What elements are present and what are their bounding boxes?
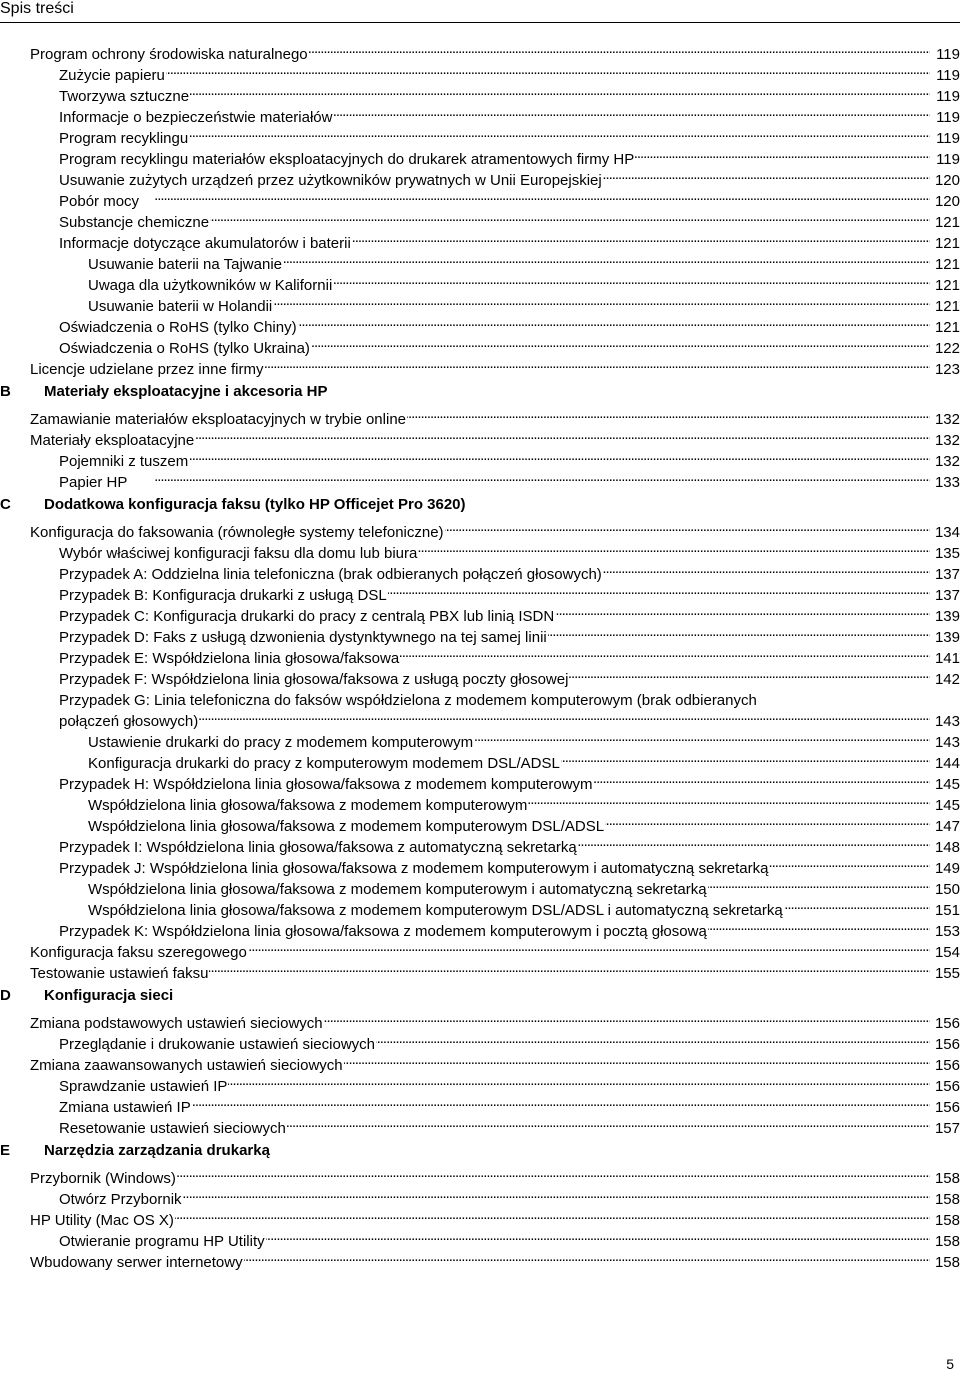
toc-entry-label: Przypadek H: Współdzielona linia głosowa/faksowa z modemem komputerowym [59, 776, 593, 793]
toc-entry[interactable] [0, 1070, 960, 1095]
toc-entry[interactable] [0, 1049, 960, 1074]
toc-page-number: 137 [934, 587, 960, 604]
dot-leader [183, 1183, 930, 1204]
toc-entry[interactable] [0, 1204, 960, 1229]
toc-chapter-heading[interactable] [0, 1140, 960, 1162]
dot-leader [273, 290, 930, 311]
toc-entry[interactable] [0, 957, 960, 982]
toc-page-number: 119 [936, 88, 960, 105]
toc-page-number: 150 [934, 881, 960, 898]
dot-leader [228, 1070, 930, 1091]
toc-page-number: 155 [934, 965, 960, 982]
toc-entry[interactable] [0, 80, 960, 105]
toc-page-number: 142 [934, 671, 960, 688]
dot-leader [555, 600, 930, 621]
toc-page-number: 121 [934, 277, 960, 294]
dot-leader [333, 101, 930, 122]
dot-leader [244, 1246, 930, 1267]
toc-page-number: 143 [934, 734, 960, 751]
dot-leader [189, 122, 930, 143]
toc-page-number: 141 [934, 650, 960, 667]
dot-leader [298, 311, 930, 332]
toc-entry-label: Pobór mocy [59, 193, 140, 210]
toc-entry[interactable] [0, 311, 960, 336]
toc-entry[interactable] [0, 164, 960, 189]
toc-entry-label: Otwieranie programu HP Utility [59, 1233, 265, 1250]
toc-page-number: 156 [934, 1036, 960, 1053]
toc-entry-label: Przypadek A: Oddzielna linia telefoniczna (brak odbieranych połączeń głosowych) [59, 566, 602, 583]
dot-leader [603, 558, 930, 579]
toc-page-number: 158 [934, 1191, 960, 1208]
dot-leader [635, 143, 930, 164]
toc-entry-label: Zmiana ustawień IP [59, 1099, 191, 1116]
toc-entry[interactable] [0, 915, 960, 940]
toc-entry[interactable] [0, 894, 960, 919]
toc-entry[interactable] [0, 684, 960, 709]
dot-leader [189, 445, 930, 466]
toc-entry-label: Informacje dotyczące akumulatorów i baterii [59, 235, 351, 252]
toc-page-number: 147 [934, 818, 960, 835]
toc-page-number: 119 [936, 151, 960, 168]
toc-entry-label: Przybornik (Windows) [30, 1170, 176, 1187]
dot-leader [199, 705, 930, 726]
toc-entry[interactable] [0, 1028, 960, 1053]
toc-entry[interactable] [0, 810, 960, 835]
toc-entry-label: Substancje chemiczne [59, 214, 210, 231]
toc-page-number: 148 [934, 839, 960, 856]
toc-entry[interactable] [0, 38, 960, 63]
toc-entry-label: Tworzywa sztuczne [59, 88, 190, 105]
toc-entry-label: połączeń głosowych) [59, 713, 199, 730]
toc-entry[interactable] [0, 353, 960, 378]
toc-entry[interactable] [0, 206, 960, 231]
toc-entry[interactable] [0, 747, 960, 772]
dot-leader [352, 227, 930, 248]
dot-leader [769, 852, 930, 873]
dot-leader [210, 206, 930, 227]
toc-entry-label: HP Utility (Mac OS X) [30, 1212, 174, 1229]
toc-entry[interactable] [0, 1246, 960, 1271]
toc-entry[interactable] [0, 873, 960, 898]
toc-page-number: 153 [934, 923, 960, 940]
dot-leader [283, 248, 930, 269]
chapter-letter: E [0, 1142, 11, 1159]
toc-entry-label: Przypadek I: Współdzielona linia głosowa/faksowa z automatyczną sekretarką [59, 839, 577, 856]
toc-chapter-heading[interactable] [0, 494, 960, 516]
toc-entry-label: Przypadek E: Współdzielona linia głosowa/faksowa [59, 650, 400, 667]
toc-page-number: 158 [934, 1233, 960, 1250]
dot-leader [248, 936, 930, 957]
toc-page-number: 119 [936, 67, 960, 84]
toc-entry[interactable] [0, 332, 960, 357]
toc-page-number: 158 [934, 1212, 960, 1229]
chapter-letter: D [0, 987, 11, 1004]
dot-leader [418, 537, 930, 558]
toc-entry-label: Program ochrony środowiska naturalnego [30, 46, 308, 63]
toc-entry-label: Ustawienie drukarki do pracy z modemem komputerowym [88, 734, 474, 751]
toc-entry[interactable] [0, 831, 960, 856]
toc-entry-label: Program recyklingu materiałów eksploatacyjnych do drukarek atramentowych firmy HP [59, 151, 635, 168]
toc-page-number: 123 [934, 361, 960, 378]
toc-entry[interactable] [0, 403, 960, 428]
toc-page-number: 132 [934, 453, 960, 470]
toc-entry[interactable] [0, 101, 960, 126]
toc-entry[interactable] [0, 248, 960, 273]
toc-entry[interactable] [0, 558, 960, 583]
toc-page-number: 121 [934, 298, 960, 315]
toc-entry-label: Uwaga dla użytkowników w Kalifornii [88, 277, 333, 294]
dot-leader [177, 1162, 930, 1183]
toc-page-number: 122 [934, 340, 960, 357]
toc-entry-label: Otwórz Przybornik [59, 1191, 182, 1208]
dot-leader [528, 789, 930, 810]
toc-entry[interactable] [0, 726, 960, 751]
toc-page-number: 121 [934, 214, 960, 231]
toc-page-number: 145 [934, 797, 960, 814]
table-of-contents [0, 38, 960, 1271]
toc-entry[interactable] [0, 579, 960, 604]
toc-entry[interactable] [0, 122, 960, 147]
toc-entry-label: Papier HP [59, 474, 128, 491]
toc-page-number: 156 [934, 1015, 960, 1032]
toc-page-number: 121 [934, 256, 960, 273]
dot-leader [324, 1007, 930, 1028]
dot-leader [209, 957, 930, 978]
header-divider [0, 22, 960, 23]
toc-entry[interactable] [0, 1091, 960, 1116]
toc-entry-label: Sprawdzanie ustawień IP [59, 1078, 228, 1095]
toc-page-number: 156 [934, 1057, 960, 1074]
chapter-title: Dodatkowa konfiguracja faksu (tylko HP Officejet Pro 3620) [44, 496, 466, 513]
chapter-letter: C [0, 496, 11, 513]
toc-page-number: 156 [934, 1078, 960, 1095]
dot-leader [166, 59, 930, 80]
toc-entry[interactable] [0, 768, 960, 793]
toc-entry-label: Przypadek J: Współdzielona linia głosowa/faksowa z modemem komputerowym i automatyczną sekretarką [59, 860, 769, 877]
toc-entry-label: Informacje o bezpieczeństwie materiałów [59, 109, 333, 126]
toc-entry-label: Usuwanie baterii na Tajwanie [88, 256, 283, 273]
toc-entry[interactable] [0, 621, 960, 646]
dot-leader [603, 164, 930, 185]
dot-leader [561, 747, 930, 768]
dot-leader [594, 768, 930, 789]
toc-page-number: 158 [934, 1170, 960, 1187]
toc-page-number: 119 [936, 109, 960, 126]
toc-entry-label: Przypadek G: Linia telefoniczna do faksów współdzielona z modemem komputerowym (brak odbieranych [59, 692, 757, 709]
toc-entry-label: Współdzielona linia głosowa/faksowa z modemem komputerowym DSL/ADSL i automatyczną sekretarką [88, 902, 783, 919]
toc-entry-label: Konfiguracja do faksowania (równoległe systemy telefoniczne) [30, 524, 444, 541]
toc-entry[interactable] [0, 852, 960, 877]
dot-leader [309, 38, 930, 59]
dot-leader [266, 1225, 930, 1246]
toc-entry-label: Oświadczenia o RoHS (tylko Ukraina) [59, 340, 310, 357]
dot-leader [140, 185, 930, 206]
toc-entry-label: Przypadek C: Konfiguracja drukarki do pracy z centralą PBX lub linią ISDN [59, 608, 555, 625]
toc-entry[interactable] [0, 936, 960, 961]
toc-page-number: 151 [934, 902, 960, 919]
toc-entry-label: Współdzielona linia głosowa/faksowa z modemem komputerowym [88, 797, 528, 814]
toc-entry-label: Przypadek F: Współdzielona linia głosowa/faksowa z usługą poczty głosowej [59, 671, 569, 688]
toc-entry-label: Program recyklingu [59, 130, 189, 147]
toc-entry-label: Zmiana podstawowych ustawień sieciowych [30, 1015, 323, 1032]
toc-entry-label: Współdzielona linia głosowa/faksowa z modemem komputerowym DSL/ADSL [88, 818, 605, 835]
toc-entry-label: Materiały eksploatacyjne [30, 432, 195, 449]
dot-leader [474, 726, 930, 747]
toc-page-number: 158 [934, 1254, 960, 1271]
toc-entry[interactable] [0, 185, 960, 210]
toc-page-number: 143 [934, 713, 960, 730]
toc-entry-label: Zamawianie materiałów eksploatacyjnych w trybie online [30, 411, 407, 428]
chapter-title: Materiały eksploatacyjne i akcesoria HP [44, 383, 328, 400]
toc-page-number: 154 [934, 944, 960, 961]
dot-leader [287, 1112, 930, 1133]
toc-page-number: 121 [934, 235, 960, 252]
toc-entry[interactable] [0, 1112, 960, 1137]
toc-entry-label: Zmiana zaawansowanych ustawień sieciowych [30, 1057, 343, 1074]
toc-entry-label: Konfiguracja faksu szeregowego [30, 944, 247, 961]
toc-entry[interactable] [0, 516, 960, 541]
dot-leader [445, 516, 930, 537]
toc-page-number: 119 [936, 130, 960, 147]
toc-entry[interactable] [0, 227, 960, 252]
toc-entry-label: Przypadek B: Konfiguracja drukarki z usługą DSL [59, 587, 387, 604]
page-header [0, 0, 960, 20]
chapter-letter: B [0, 383, 11, 400]
toc-entry-label: Współdzielona linia głosowa/faksowa z modemem komputerowym i automatyczną sekretarką [88, 881, 707, 898]
toc-entry-label: Testowanie ustawień faksu [30, 965, 209, 982]
toc-entry[interactable] [0, 537, 960, 562]
toc-entry[interactable] [0, 269, 960, 294]
toc-page-number: 134 [934, 524, 960, 541]
toc-page-number: 157 [934, 1120, 960, 1137]
toc-page-number: 156 [934, 1099, 960, 1116]
dot-leader [400, 642, 930, 663]
dot-leader [708, 873, 930, 894]
dot-leader [344, 1049, 930, 1070]
toc-entry-label: Konfiguracja drukarki do pracy z komputerowym modemem DSL/ADSL [88, 755, 560, 772]
toc-entry[interactable] [0, 290, 960, 315]
toc-chapter-heading[interactable] [0, 985, 960, 1007]
toc-entry-label: Wbudowany serwer internetowy [30, 1254, 243, 1271]
dot-leader [605, 810, 930, 831]
toc-entry[interactable] [0, 1183, 960, 1208]
toc-entry-label: Oświadczenia o RoHS (tylko Chiny) [59, 319, 297, 336]
toc-page-number: 132 [934, 432, 960, 449]
dot-leader [195, 424, 930, 445]
dot-leader [175, 1204, 930, 1225]
toc-entry-label: Przypadek K: Współdzielona linia głosowa/faksowa z modemem komputerowym i pocztą głosową [59, 923, 707, 940]
toc-entry[interactable] [0, 642, 960, 667]
toc-entry[interactable] [0, 1225, 960, 1250]
dot-leader [388, 579, 930, 600]
toc-entry[interactable] [0, 1162, 960, 1187]
toc-entry-label: Usuwanie zużytych urządzeń przez użytkowników prywatnych w Unii Europejskiej [59, 172, 602, 189]
toc-page-number: 139 [934, 608, 960, 625]
toc-entry-label: Pojemniki z tuszem [59, 453, 189, 470]
toc-page-number: 133 [934, 474, 960, 491]
toc-page-number: 121 [934, 319, 960, 336]
toc-entry-label: Licencje udzielane przez inne firmy [30, 361, 264, 378]
toc-entry[interactable] [0, 663, 960, 688]
toc-page-number: 137 [934, 566, 960, 583]
toc-page-number: 139 [934, 629, 960, 646]
dot-leader [569, 663, 930, 684]
dot-leader [784, 894, 930, 915]
toc-page-number: 132 [934, 411, 960, 428]
dot-leader [190, 80, 930, 101]
page-title: Spis treści [0, 0, 74, 17]
toc-page-number: 120 [934, 193, 960, 210]
toc-entry[interactable] [0, 705, 960, 730]
dot-leader [376, 1028, 930, 1049]
toc-page-number: 144 [934, 755, 960, 772]
chapter-title: Konfiguracja sieci [44, 987, 174, 1004]
toc-entry[interactable] [0, 466, 960, 491]
dot-leader [708, 915, 930, 936]
toc-entry-label: Resetowanie ustawień sieciowych [59, 1120, 286, 1137]
toc-entry-label: Usuwanie baterii w Holandii [88, 298, 273, 315]
toc-chapter-heading[interactable] [0, 381, 960, 403]
toc-entry[interactable] [0, 424, 960, 449]
dot-leader [333, 269, 930, 290]
dot-leader [128, 466, 930, 487]
toc-entry[interactable] [0, 59, 960, 84]
toc-entry[interactable] [0, 600, 960, 625]
page-number: 5 [946, 1356, 954, 1372]
toc-entry[interactable] [0, 445, 960, 470]
toc-entry-label: Zużycie papieru [59, 67, 165, 84]
toc-entry-label: Przeglądanie i drukowanie ustawień sieciowych [59, 1036, 376, 1053]
dot-leader [548, 621, 930, 642]
chapter-title: Narzędzia zarządzania drukarką [44, 1142, 270, 1159]
toc-page-number: 119 [936, 46, 960, 63]
dot-leader [578, 831, 930, 852]
toc-entry[interactable] [0, 789, 960, 814]
toc-entry[interactable] [0, 143, 960, 168]
toc-page-number: 135 [934, 545, 960, 562]
dot-leader [192, 1091, 930, 1112]
dot-leader [311, 332, 930, 353]
toc-page-number: 149 [934, 860, 960, 877]
dot-leader [264, 353, 930, 374]
toc-page-number: 120 [934, 172, 960, 189]
toc-entry-label: Przypadek D: Faks z usługą dzwonienia dystynktywnego na tej samej linii [59, 629, 547, 646]
toc-page-number: 145 [934, 776, 960, 793]
dot-leader [407, 403, 930, 424]
toc-entry-label: Wybór właściwej konfiguracji faksu dla domu lub biura [59, 545, 418, 562]
toc-entry[interactable] [0, 1007, 960, 1032]
